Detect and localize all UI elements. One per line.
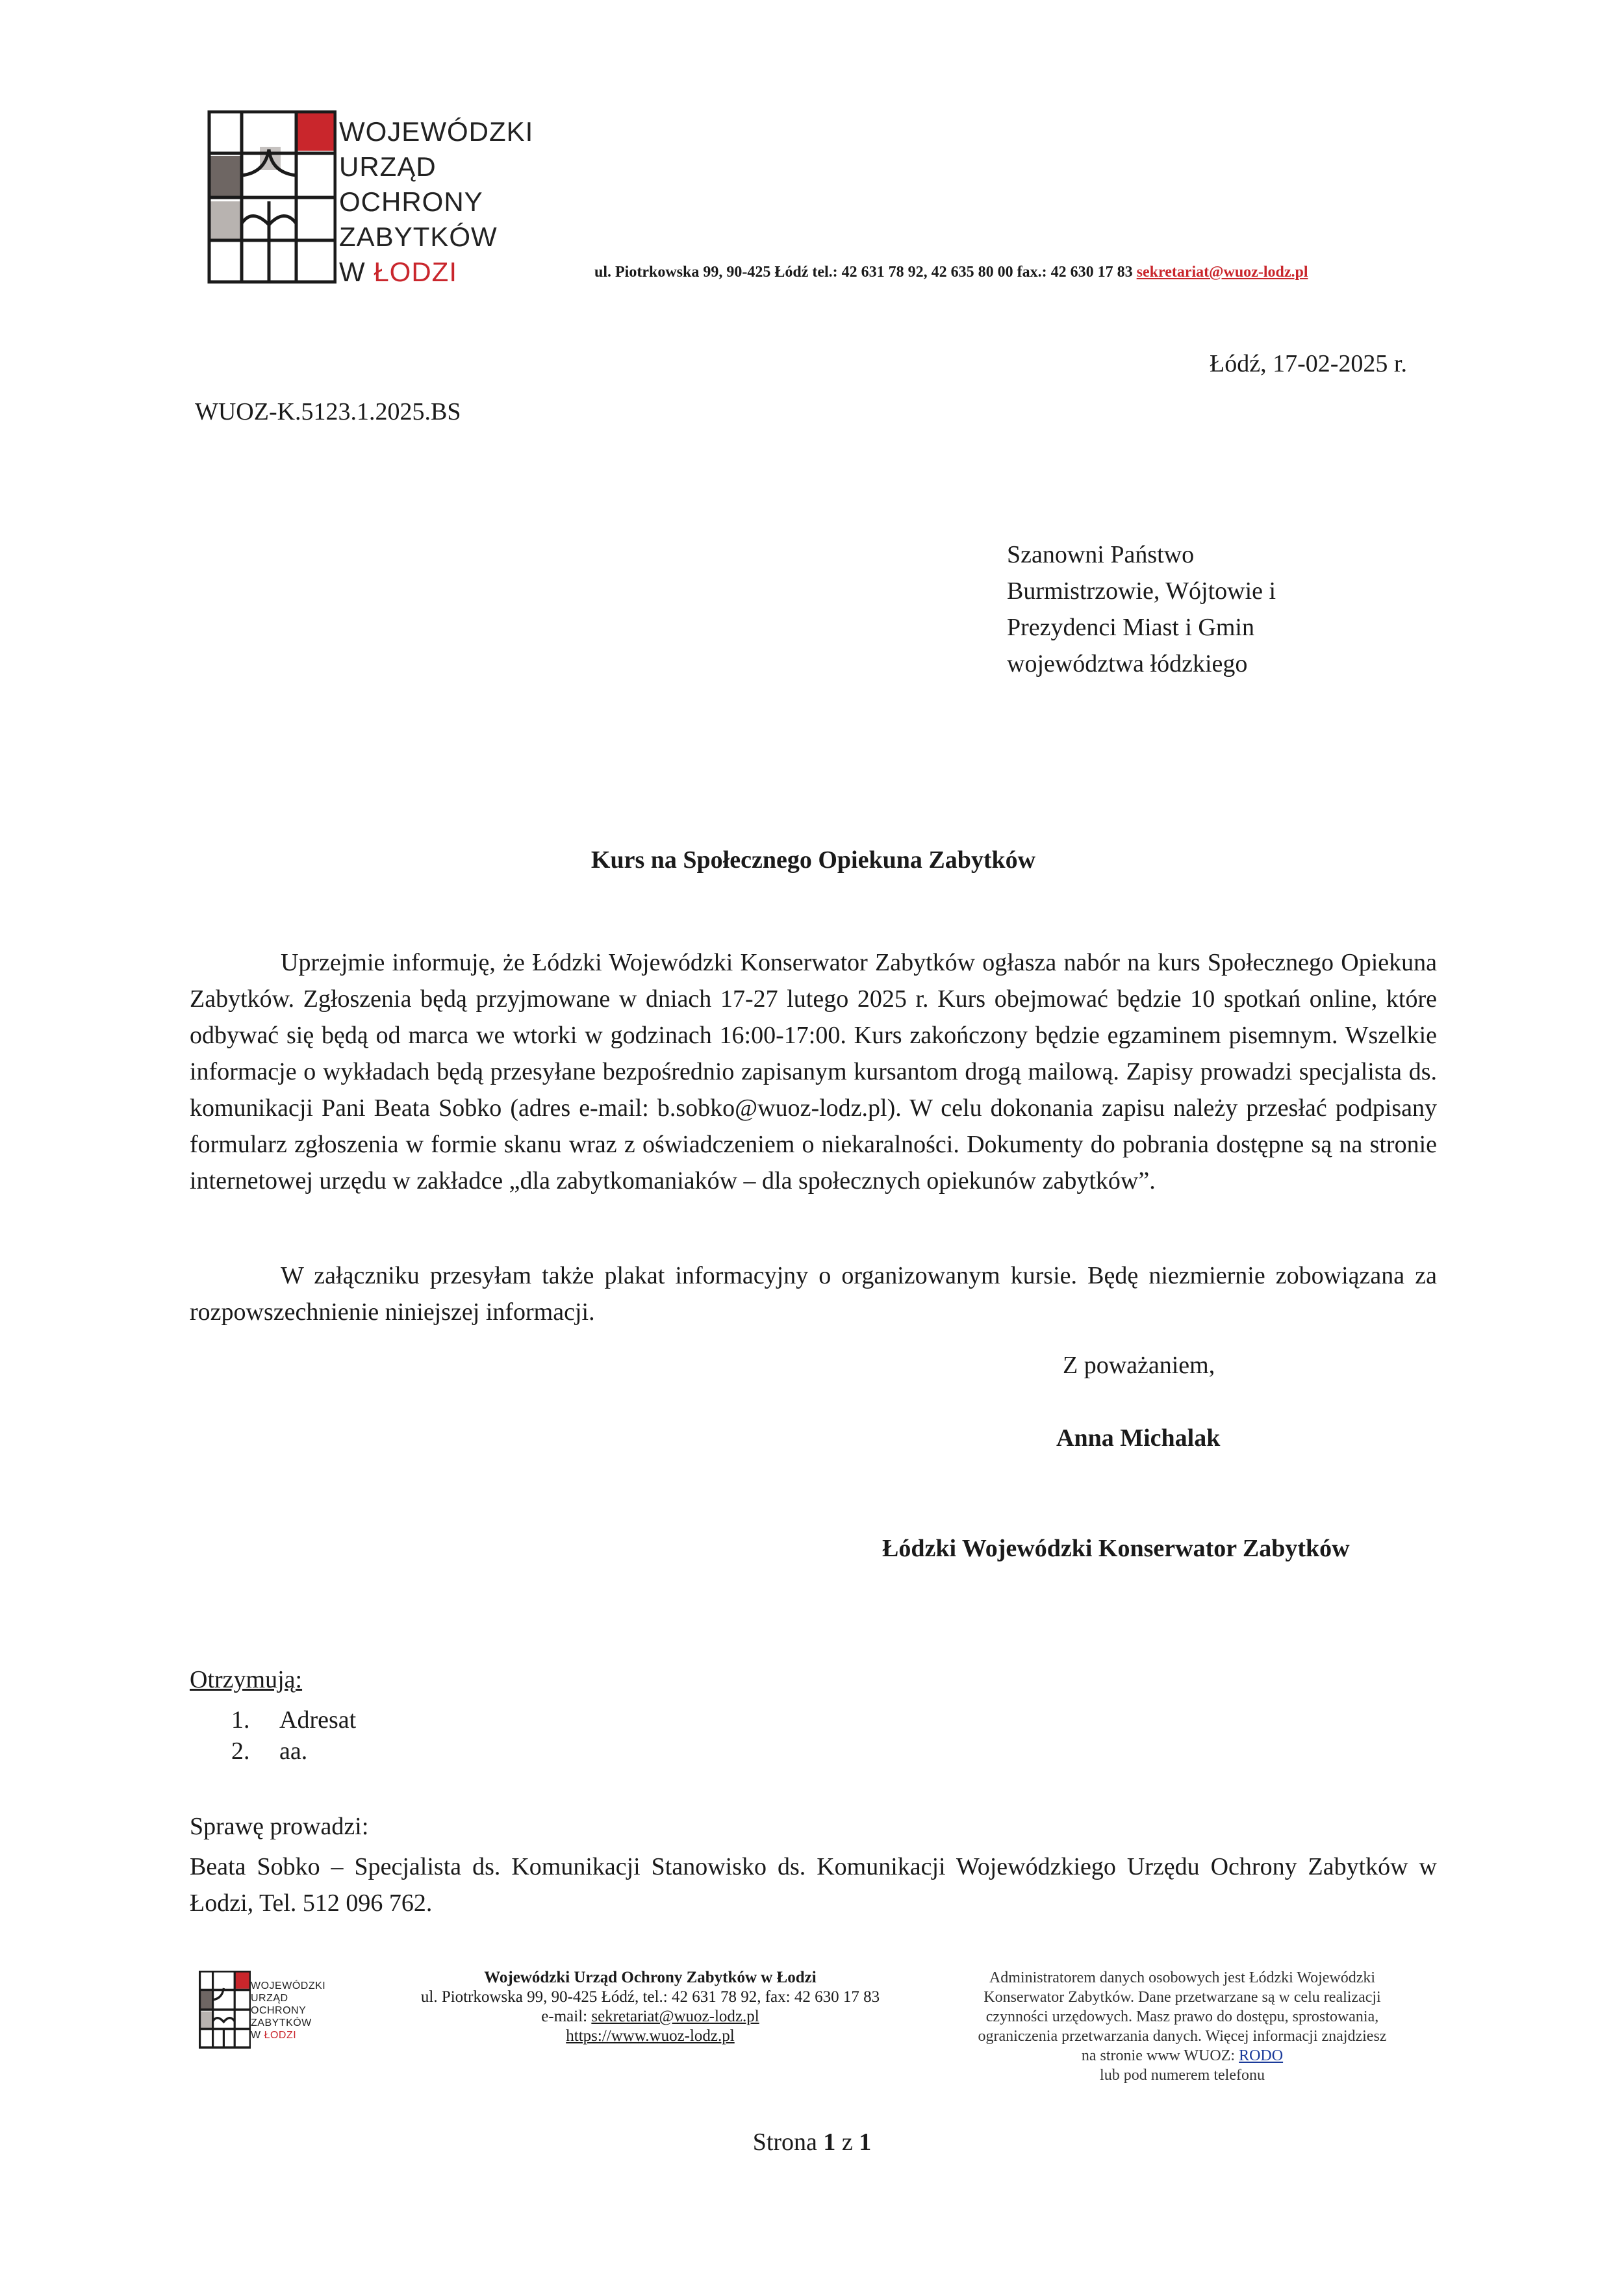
gdpr-line: Administratorem danych osobowych jest Łódzki Wojewódzki — [989, 1969, 1376, 1986]
header-logo-wordmark — [339, 114, 533, 290]
footer-logo-line: URZĄD — [251, 1993, 288, 2004]
logo-red-pane — [298, 110, 335, 151]
logo-line-5 — [339, 255, 533, 290]
logo-line-3: OCHRONY — [339, 186, 483, 217]
handler-text: Beata Sobko – Specjalista ds. Komunikacji Stanowisko ds. Komunikacji Wojewódzkiego Urzędu Ochrony Zabytków w Łodzi, Tel. 512 096 762. — [190, 1853, 1437, 1917]
page-label: Strona — [752, 2129, 824, 2156]
gdpr-line: lub pod numerem telefonu — [1100, 2067, 1265, 2084]
logo-line-4: ZABYTKÓW — [339, 221, 498, 252]
reference-number: WUOZ-K.5123.1.2025.BS — [195, 398, 461, 425]
list-item-name: aa. — [279, 1737, 308, 1765]
closing: Z poważaniem, — [1063, 1352, 1215, 1379]
header-logo — [207, 110, 336, 284]
gdpr-rodo-link[interactable]: RODO — [1239, 2047, 1284, 2064]
page-of: z — [835, 2129, 859, 2156]
body-paragraph-2: W załączniku przesyłam także plakat informacyjny o organizowanym kursie. Będę niezmiernie zobowiązana za rozpowszechnienie niniejszej informacji. — [190, 1262, 1437, 1326]
addressee-line: Burmistrzowie, Wójtowie i — [1007, 577, 1276, 605]
header-contact-text: ul. Piotrkowska 99, 90-425 Łódź tel.: 42 631 78 92, 42 635 80 00 fax.: 42 630 17 83 — [594, 264, 1137, 281]
list-item-number: 2. — [231, 1737, 250, 1765]
logo-window-emblem — [207, 110, 336, 284]
logo-line-5-w: W — [339, 257, 366, 287]
letter-title: Kurs na Społecznego Opiekuna Zabytków — [590, 846, 1036, 874]
footer-email-line — [374, 2007, 926, 2027]
logo-dark-pane — [210, 156, 240, 196]
page-number — [650, 2128, 974, 2156]
gdpr-line: Konserwator Zabytków. Dane przetwarzane są w celu realizacji — [983, 1989, 1381, 2006]
list-item — [231, 1736, 356, 1767]
footer-logo-line — [251, 2029, 325, 2041]
header-contact-email[interactable]: sekretariat@wuoz-lodz.pl — [1136, 264, 1308, 281]
logo-light-pane — [210, 201, 240, 239]
header-contact-line — [594, 264, 1308, 281]
list-item-number: 1. — [231, 1706, 250, 1734]
page-current: 1 — [823, 2129, 836, 2156]
list-item-name: Adresat — [279, 1706, 357, 1734]
list-item — [231, 1704, 356, 1736]
signatory-title: Łódzki Wojewódzki Konserwator Zabytków — [882, 1535, 1350, 1562]
footer-logo-line: OCHRONY — [251, 2005, 307, 2016]
footer-logo-w: W — [251, 2030, 261, 2041]
body-paragraph-1: Uprzejmie informuję, że Łódzki Wojewódzki Konserwator Zabytków ogłasza nabór na kurs Społecznego Opiekuna Zabytków. Zgłoszenia będą przyjmowane w dniach 17-27 lutego 2025 r. Kurs obejmować będzie 10 spotkań online, które odbywać się będą od marca we wtorki w godzinach 16:00-17:00. Kurs zakończony będzie egzaminem pisemnym. Wszelkie informacje o wykładach będą przesyłane bezpośrednio zapisanym kursantom drogą mailową. Zapisy prowadzi specjalista ds. komunikacji Pani Beata Sobko (adres e-mail: b.sobko@wuoz-lodz.pl). W celu dokonania zapisu należy przesłać podpisany formularz zgłoszenia w formie skanu wraz z oświadczeniem o niekaralności. Dokumenty do pobrania dostępne są na stronie internetowej urzędu w zakładce „dla zabytkomaniaków – dla społecznych opiekunów zabytków”. — [190, 949, 1437, 1194]
logo-line-1: WOJEWÓDZKI — [339, 116, 534, 147]
recipients-list — [231, 1704, 356, 1767]
footer-email-link[interactable]: sekretariat@wuoz-lodz.pl — [591, 2008, 759, 2025]
place-date: Łódź, 17-02-2025 r. — [1210, 350, 1407, 377]
footer-logo-line: ZABYTKÓW — [251, 2017, 312, 2028]
footer-organization-block — [374, 1968, 926, 2046]
recipients-label: Otrzymują: — [190, 1666, 303, 1693]
addressee-block — [1007, 537, 1276, 682]
gdpr-web-prefix: na stronie www WUOZ: — [1081, 2047, 1239, 2064]
logo-line-5-city: ŁODZI — [374, 257, 458, 287]
footer-org-address: ul. Piotrkowska 99, 90-425 Łódź, tel.: 42 631 78 92, fax: 42 630 17 83 — [420, 1988, 880, 2006]
gdpr-line: ograniczenia przetwarzania danych. Więcej informacji znajdziesz — [978, 2028, 1387, 2045]
footer-website-link[interactable]: https://www.wuoz-lodz.pl — [566, 2027, 735, 2045]
logo-line-2: URZĄD — [339, 151, 437, 182]
footer-org-name: Wojewódzki Urząd Ochrony Zabytków w Łodzi — [484, 1969, 817, 1986]
footer-logo-line: WOJEWÓDZKI — [251, 1980, 326, 1991]
footer-logo-emblem — [199, 1971, 251, 2049]
handler-label: Sprawę prowadzi: — [190, 1813, 369, 1840]
footer-logo — [199, 1971, 251, 2049]
addressee-line: Szanowni Państwo — [1007, 541, 1195, 568]
gdpr-web-line — [929, 2046, 1436, 2066]
footer-logo-wordmark — [251, 1980, 325, 2041]
footer-gdpr-note — [929, 1968, 1436, 2085]
signatory-name: Anna Michalak — [1056, 1424, 1221, 1452]
page-total: 1 — [859, 2129, 872, 2156]
addressee-line: województwa łódzkiego — [1007, 650, 1248, 677]
gdpr-line: czynności urzędowych. Masz prawo do dostępu, sprostowania, — [985, 2008, 1379, 2025]
footer-email-prefix: e-mail: — [541, 2008, 592, 2025]
addressee-line: Prezydenci Miast i Gmin — [1007, 614, 1254, 641]
footer-logo-city: ŁODZI — [264, 2030, 297, 2041]
